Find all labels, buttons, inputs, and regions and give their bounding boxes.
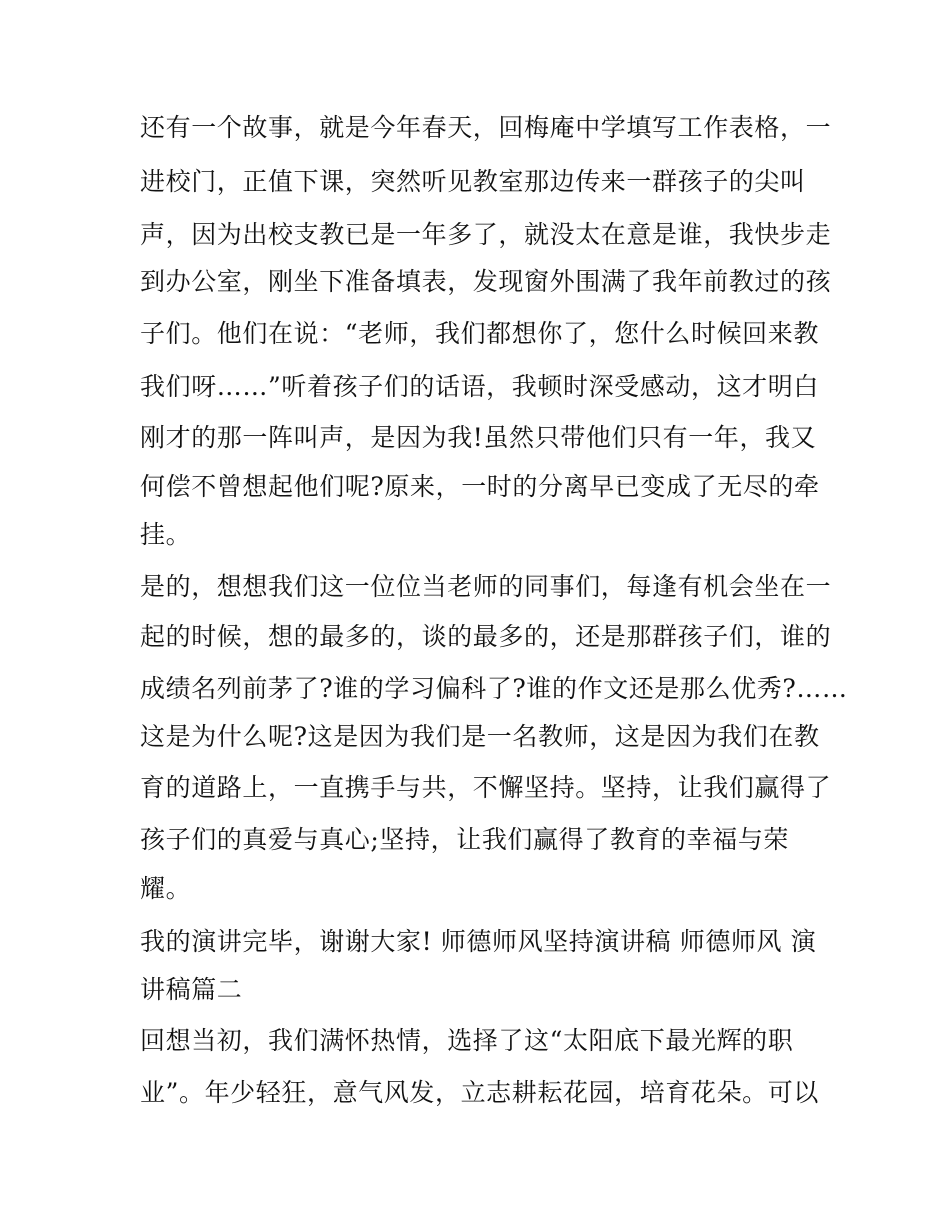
text-line: 还有一个故事，就是今年春天，回梅庵中学填写工作表格，一 xyxy=(140,113,832,142)
text-line: 子们。他们在说：“老师，我们都想你了，您什么时候回来教 xyxy=(140,319,819,348)
text-line: 育的道路上，一直携手与共，不懈坚持。坚持，让我们赢得了 xyxy=(140,773,832,802)
text-line: 这是为什么呢?这是因为我们是一名教师，这是因为我们在教 xyxy=(140,722,820,751)
text-line: 回想当初，我们满怀热情，选择了这“太阳底下最光辉的职 xyxy=(140,1026,794,1055)
text-line: 是的，想想我们这一位位当老师的同事们，每逢有机会坐在一 xyxy=(140,572,832,601)
text-line: 挂。 xyxy=(140,520,192,549)
text-line: 声，因为出校支教已是一年多了，就没太在意是谁，我快步走 xyxy=(140,220,832,249)
text-line: 成绩名列前茅了?谁的学习偏科了?谁的作文还是那么优秀?…… xyxy=(140,674,848,703)
text-line: 进校门，正值下课，突然听见教室那边传来一群孩子的尖叫 xyxy=(140,167,806,196)
text-line: 业”。年少轻狂，意气风发，立志耕耘花园，培育花朵。可以 xyxy=(140,1078,819,1107)
text-line: 起的时候，想的最多的，谈的最多的，还是那群孩子们，谁的 xyxy=(140,622,832,651)
text-line: 耀。 xyxy=(140,874,192,903)
text-line: 刚才的那一阵叫声，是因为我!虽然只带他们只有一年，我又 xyxy=(140,423,817,452)
text-line: 我们呀……”听着孩子们的话语，我顿时深受感动，这才明白 xyxy=(140,372,819,401)
text-line: 何偿不曾想起他们呢?原来，一时的分离早已变成了无尽的牵 xyxy=(140,472,820,501)
text-line: 我的演讲完毕，谢谢大家! 师德师风坚持演讲稿 师德师风 演 xyxy=(140,927,817,956)
text-line: 到办公室，刚坐下准备填表，发现窗外围满了我年前教过的孩 xyxy=(140,267,832,296)
text-line: 孩子们的真爱与真心;坚持，让我们赢得了教育的幸福与荣 xyxy=(140,825,790,854)
text-line: 讲稿篇二 xyxy=(140,975,243,1004)
